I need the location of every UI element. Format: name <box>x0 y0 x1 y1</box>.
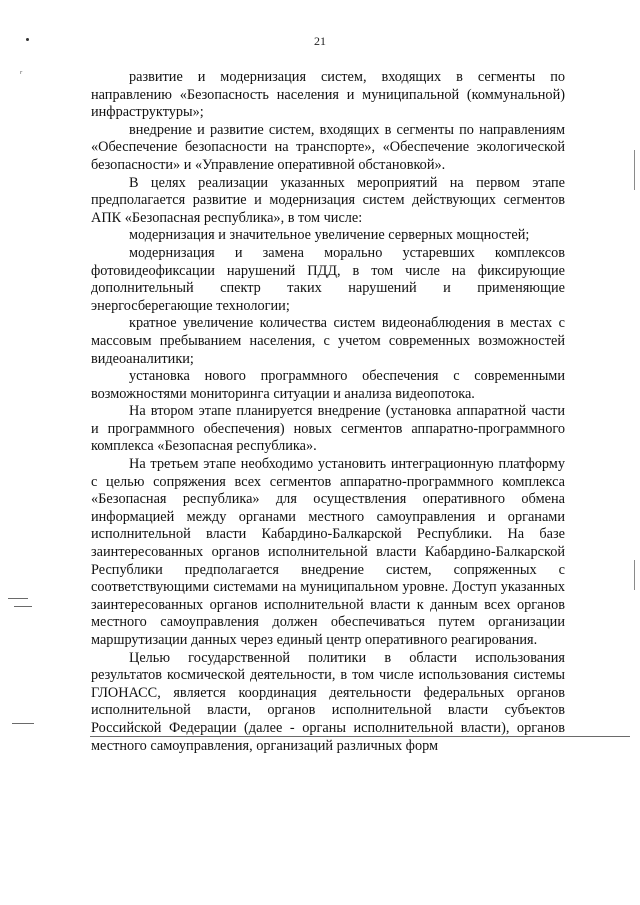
paragraph: кратное увеличение количества систем видеонаблюдения в местах с массовым пребыванием населения, с учетом современных возможностей видеоаналитики; <box>91 315 565 367</box>
scan-dot-mark <box>26 38 29 41</box>
scan-tick-mark: ʳ <box>20 70 23 80</box>
paragraph: модернизация и значительное увеличение серверных мощностей; <box>129 227 530 244</box>
scan-line-mark <box>8 598 28 599</box>
paragraph: внедрение и развитие систем, входящих в сегменты по направлениям «Обеспечение безопасности на транспорте», «Обеспечение экологической безопасности» и «Управление оперативной обстановкой». <box>91 121 565 173</box>
right-edge-mark <box>634 560 635 590</box>
paragraph: На третьем этапе необходимо установить интеграционную платформу с целью сопряжения всех сегментов аппаратно-программного комплекса «Безопасная республика» для осуществления оперативного обмена информацией между органами местного самоуправления и органами исполнительной власти Кабардино-Балкарской Республики. На базе заинтересованных органов исполнительной власти Кабардино-Балкарской Республики предполагается внедрение систем, сопряженных с соответствующими системами на муниципальном уровне. Доступ указанных заинтересованных органов исполнительной власти к данным всех органов местного самоуправления должен обеспечиваться путем организации маршрутизации данных через единый центр оперативного реагирования. <box>91 456 565 648</box>
paragraph: В целях реализации указанных мероприятий на первом этапе предполагается развитие и модернизация систем действующих сегментов АПК «Безопасная республика», в том числе: <box>91 174 565 226</box>
right-edge-mark <box>634 150 635 190</box>
document-text-body <box>91 69 565 755</box>
paragraph: модернизация и замена морально устаревших комплексов фотовидеофиксации нарушений ПДД, в том числе на фиксирующие дополнительный спектр таких нарушений и применяющие энергосберегающие технологии; <box>91 244 565 314</box>
page-number: 21 <box>314 34 326 48</box>
paragraph: На втором этапе планируется внедрение (установка аппаратной части и программного обеспечения) новых сегментов аппаратно-программного комплекса «Безопасная республика». <box>91 403 565 455</box>
scan-line-mark <box>12 723 34 724</box>
scan-line-mark <box>14 606 32 607</box>
paragraph: установка нового программного обеспечения с современными возможностями мониторинга ситуации и анализа видеопотока. <box>91 368 565 402</box>
paragraph: Целью государственной политики в области использования результатов космической деятельности, в том числе использования системы ГЛОНАСС, является координация деятельности федеральных органов исполнительной власти, органов исполнительной власти субъектов Российской Федерации (далее - органы исполнительной власти), органов местного самоуправления, организаций различных форм <box>91 649 565 754</box>
paragraph: развитие и модернизация систем, входящих в сегменты по направлению «Безопасность населения и муниципальной (коммунальной) инфраструктуры»; <box>91 69 565 121</box>
